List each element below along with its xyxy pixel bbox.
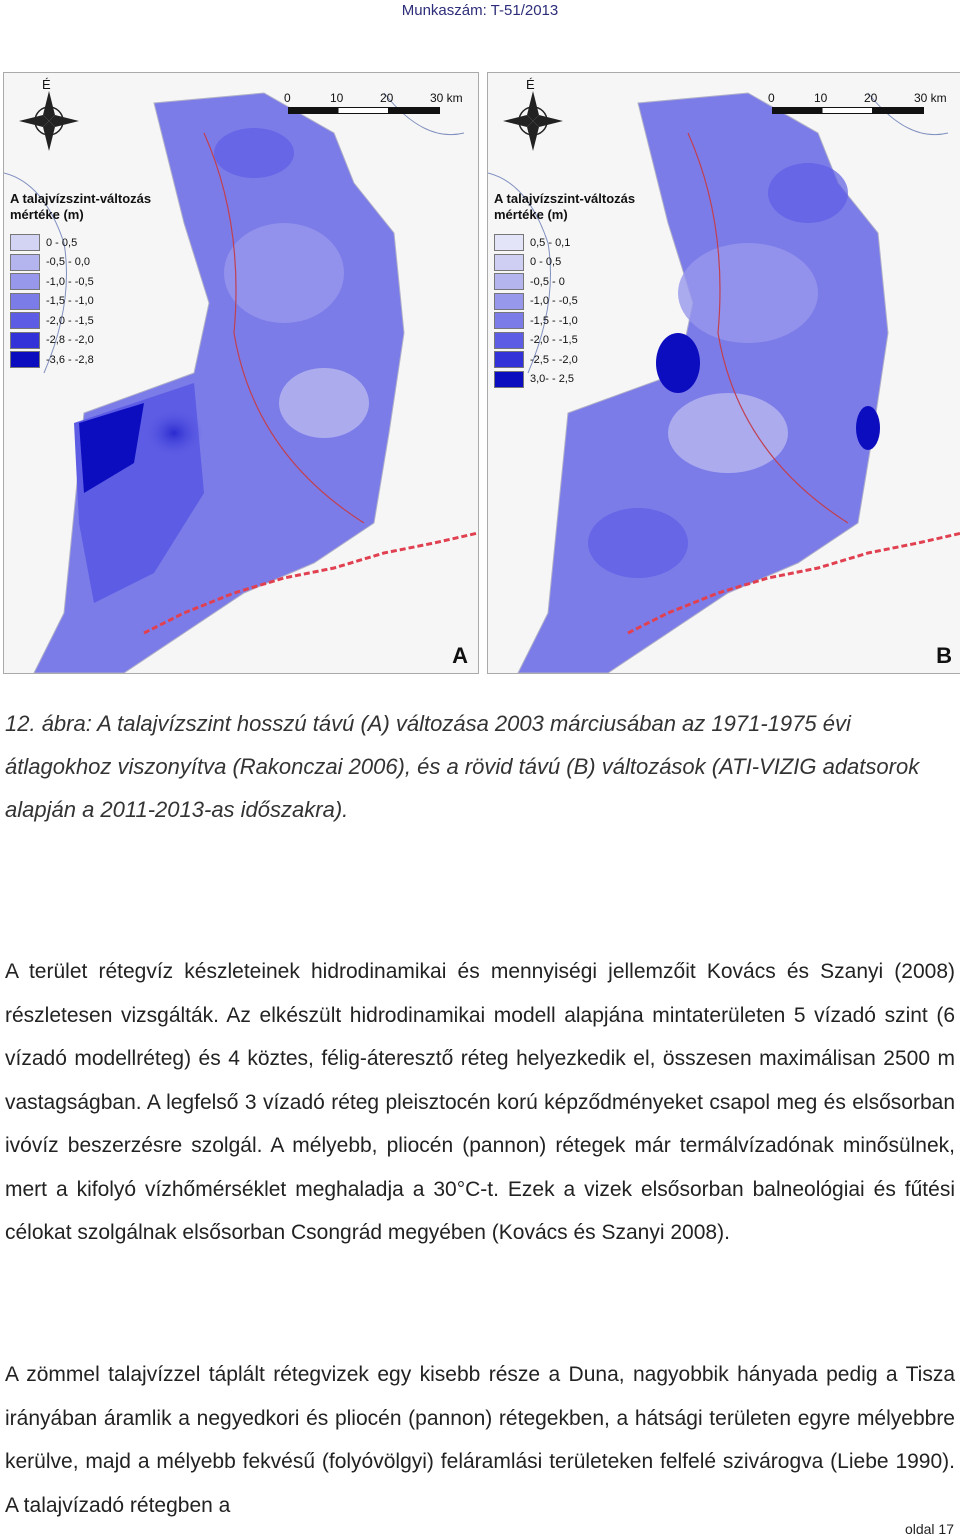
- legend-swatch: [494, 293, 524, 310]
- legend-item: [494, 350, 669, 370]
- legend-swatch: [494, 312, 524, 329]
- legend-swatch: [494, 254, 524, 271]
- map-a-label: A: [452, 643, 468, 668]
- figure-caption: 12. ábra: A talajvízszint hosszú távú (A) változása 2003 márciusában az 1971-1975 évi átlagokhoz viszonyítva (Rakonczai 2006), és a rövid távú (B) változások (ATI-VIZIG adatsorok alapján a 2011-2013-as időszakra).: [5, 711, 920, 822]
- legend-swatch: [494, 332, 524, 349]
- legend-item: [494, 253, 669, 273]
- scale-bar: [768, 91, 948, 115]
- legend-item-label: -1,0 - -0,5: [46, 275, 94, 288]
- legend-item-label: 0,5 - 0,1: [530, 236, 571, 249]
- map-a-legend: [10, 191, 185, 370]
- body-paragraph: A terület rétegvíz készleteinek hidrodinamikai és mennyiségi jellemzőit Kovács és Szanyi (2008) részletesen vizsgálták. Az elkészült hidrodinamikai modell alapjána mintaterületen 5 vízadó szint (6 vízadó modellréteg) és 4 köztes, félig-áteresztő réteg helyezkedik el, összesen maximálisan 2500 m vastagságban. A legfelső 3 vízadó réteg pleisztocén korú képződményeket csapol meg és elsősorban ivóvíz beszerzésre szolgál. A mélyebb, pliocén (pannon) rétegek már termálvízadónak minősülnek, mert a kifolyó vízhőmérséklet meghaladja a 30°C-t. Ezek a vizek elsősorban balneológiai és fűtési célokat szolgálnak elsősorban Csongrád megyében (Kovács és Szanyi 2008).: [5, 960, 955, 1244]
- legend-item-label: 0 - 0,5: [46, 236, 78, 249]
- scale-tick: 0: [768, 91, 775, 105]
- scale-tick: 30 km: [430, 91, 463, 105]
- legend-item: [10, 272, 185, 292]
- compass-icon: [503, 91, 563, 151]
- map-a-graphic: [4, 73, 478, 673]
- legend-swatch: [10, 312, 40, 329]
- legend-item: [10, 292, 185, 312]
- legend-item-label: -2,5 - -2,0: [530, 353, 578, 366]
- legend-item: [10, 253, 185, 273]
- legend-item-label: -0,5 - 0: [530, 275, 565, 288]
- legend-item: [494, 311, 669, 331]
- legend-item: [494, 370, 669, 390]
- legend-item-label: -2,8 - -2,0: [46, 334, 94, 347]
- page-number: oldal 17: [904, 1521, 954, 1537]
- scale-tick: 20: [864, 91, 878, 105]
- legend-item-label: -2,0 - -1,5: [46, 314, 94, 327]
- legend-item: [10, 311, 185, 331]
- map-a: [3, 72, 479, 674]
- north-label: É: [42, 77, 51, 92]
- legend-item-label: 3,0- - 2,5: [530, 373, 575, 386]
- scale-tick: 0: [284, 91, 291, 105]
- legend-title: A talajvízszint-változás mértéke (m): [10, 191, 152, 222]
- scale-tick: 20: [380, 91, 394, 105]
- legend-item-label: -3,6 - -2,8: [46, 353, 94, 366]
- scale-tick: 10: [330, 91, 344, 105]
- legend-item: [10, 350, 185, 370]
- legend-item-label: -2,0 - -1,5: [530, 334, 578, 347]
- scale-bar: [284, 91, 464, 115]
- map-b-legend: [494, 191, 669, 389]
- legend-swatch: [10, 234, 40, 251]
- legend-item-label: -1,5 - -1,0: [46, 295, 94, 308]
- legend-item: [10, 331, 185, 351]
- legend-item-label: -1,0 - -0,5: [530, 295, 578, 308]
- legend-title: A talajvízszint-változás mértéke (m): [494, 191, 636, 222]
- legend-item: [494, 331, 669, 351]
- compass-icon: [19, 91, 79, 151]
- body-paragraph: A zömmel talajvízzel táplált rétegvizek egy kisebb része a Duna, nagyobbik hányada pedig a Tisza irányában áramlik a negyedkori és pliocén (pannon) rétegekben, a hátsági területen egyre mélyebbre kerülve, majd a mélyebb fekvésű (folyóvölgyi) feláramlási területeken felfelé szivárogva (Liebe 1990). A talajvízadó rétegben a: [5, 1363, 955, 1517]
- scale-tick: 30 km: [914, 91, 947, 105]
- legend-swatch: [10, 293, 40, 310]
- map-b: [487, 72, 960, 674]
- legend-swatch: [10, 273, 40, 290]
- legend-item: [494, 272, 669, 292]
- map-b-label: B: [936, 643, 952, 668]
- legend-swatch: [494, 234, 524, 251]
- legend-swatch: [494, 371, 524, 388]
- legend-item: [494, 233, 669, 253]
- page-header: Munkaszám: T-51/2013: [401, 2, 559, 19]
- scale-tick: 10: [814, 91, 828, 105]
- legend-swatch: [494, 273, 524, 290]
- north-label: É: [526, 77, 535, 92]
- legend-swatch: [10, 332, 40, 349]
- legend-swatch: [494, 351, 524, 368]
- legend-item-label: 0 - 0,5: [530, 256, 562, 269]
- legend-item-label: -0,5 - 0,0: [46, 256, 91, 269]
- legend-item-label: -1,5 - -1,0: [530, 314, 578, 327]
- legend-swatch: [10, 351, 40, 368]
- legend-swatch: [10, 254, 40, 271]
- legend-item: [494, 292, 669, 312]
- legend-item: [10, 233, 185, 253]
